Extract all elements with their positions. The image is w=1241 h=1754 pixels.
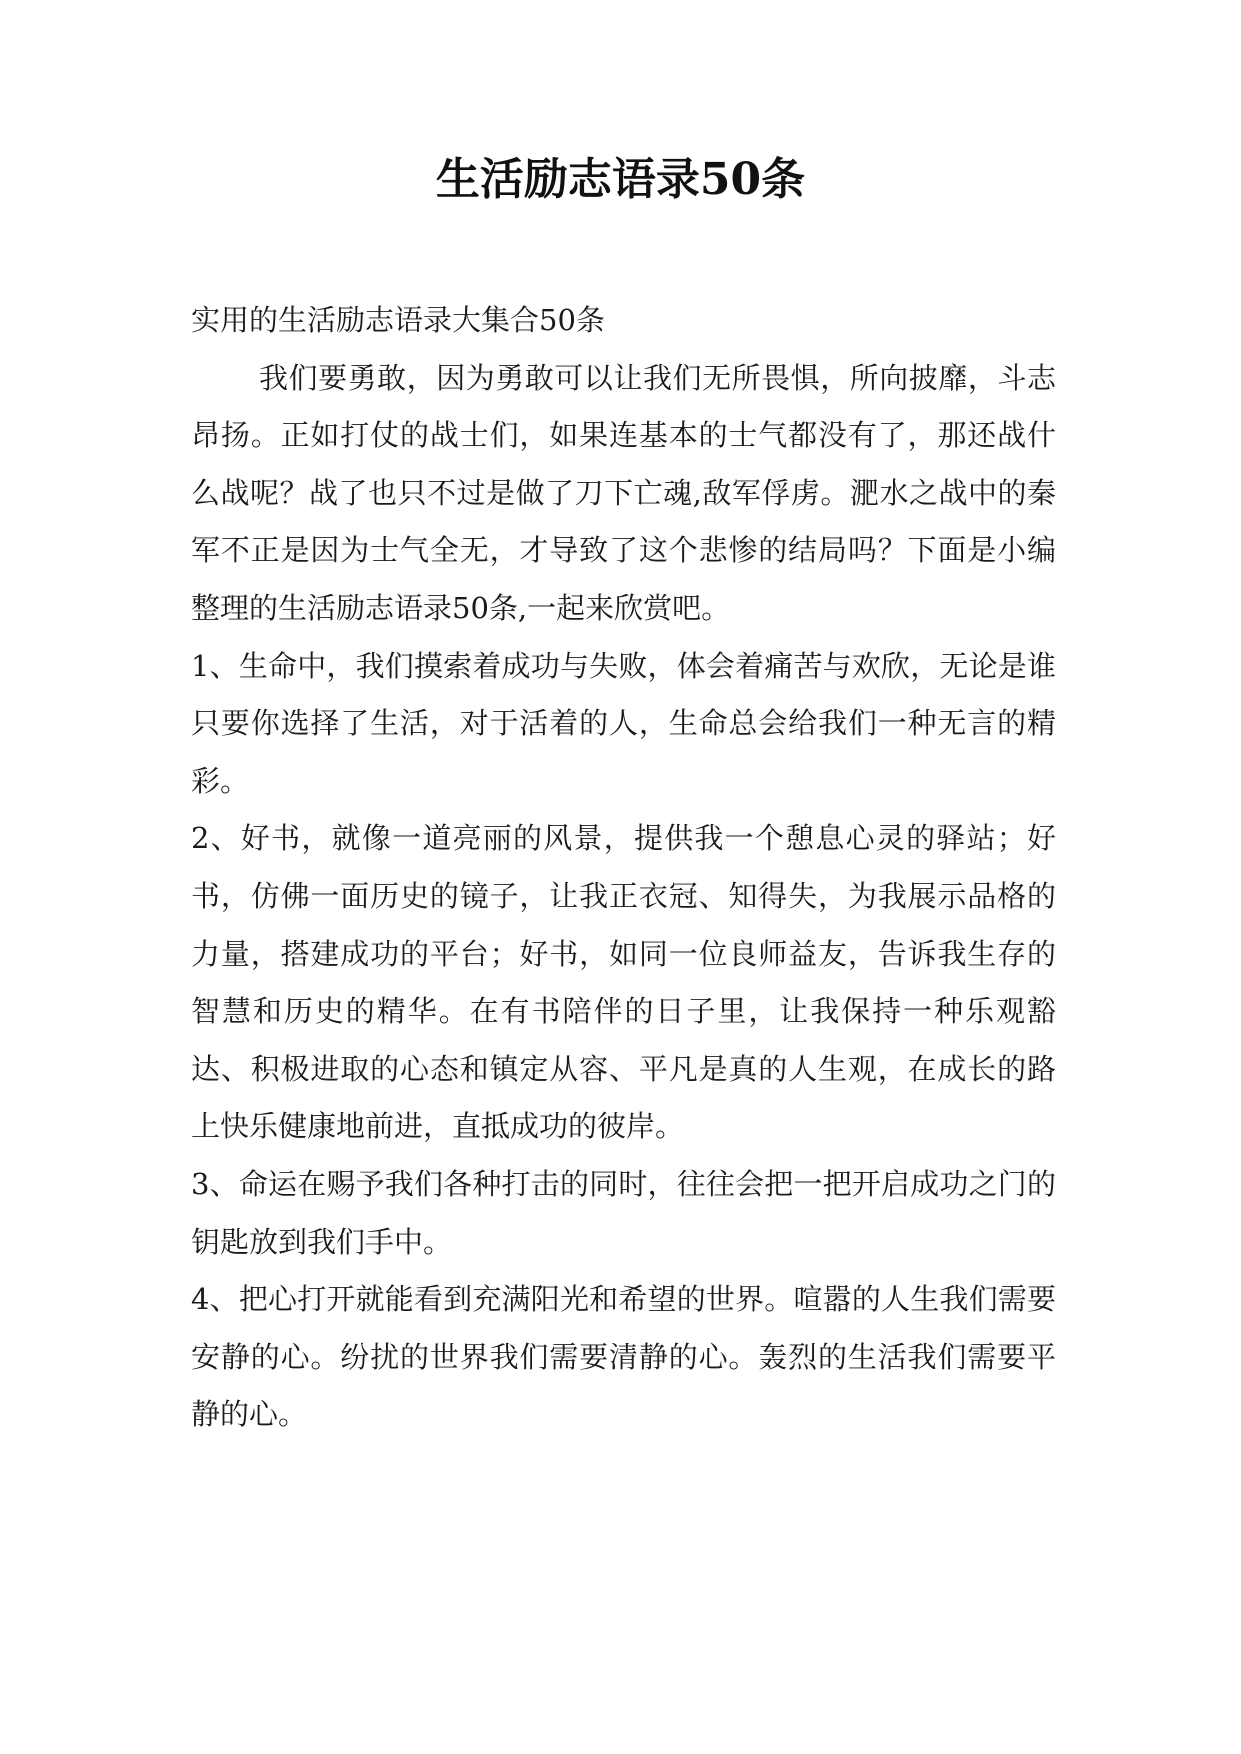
quote-item-1: 1、生命中，我们摸索着成功与失败，体会着痛苦与欢欣，无论是谁只要你选择了生活，对于活着的人，生命总会给我们一种无言的精彩。 [191,648,1056,798]
quote-item-3: 3、命运在赐予我们各种打击的同时，往往会把一把开启成功之门的钥匙放到我们手中。 [191,1166,1056,1259]
document-subtitle: 实用的生活励志语录大集合50条 [191,303,605,337]
quote-item-4: 4、把心打开就能看到充满阳光和希望的世界。喧嚣的人生我们需要安静的心。纷扰的世界我们需要清静的心。轰烈的生活我们需要平静的心。 [191,1282,1056,1432]
document-title: 生活励志语录50条 [435,154,806,205]
document-body [191,292,1056,1444]
quote-item-2: 2、好书，就像一道亮丽的风景，提供我一个憩息心灵的驿站；好书，仿佛一面历史的镜子，让我正衣冠、知得失，为我展示品格的力量，搭建成功的平台；好书，如同一位良师益友，告诉我生存的智慧和历史的精华。在有书陪伴的日子里，让我保持一种乐观豁达、积极进取的心态和镇定从容、平凡是真的人生观，在成长的路上快乐健康地前进，直抵成功的彼岸。 [191,821,1056,1144]
intro-paragraph: 我们要勇敢，因为勇敢可以让我们无所畏惧，所向披靡，斗志昂扬。正如打仗的战士们，如果连基本的士气都没有了，那还战什么战呢？战了也只不过是做了刀下亡魂,敌军俘虏。淝水之战中的秦军不正是因为士气全无，才导致了这个悲惨的结局吗？下面是小编整理的生活励志语录50条,一起来欣赏吧。 [191,360,1056,625]
